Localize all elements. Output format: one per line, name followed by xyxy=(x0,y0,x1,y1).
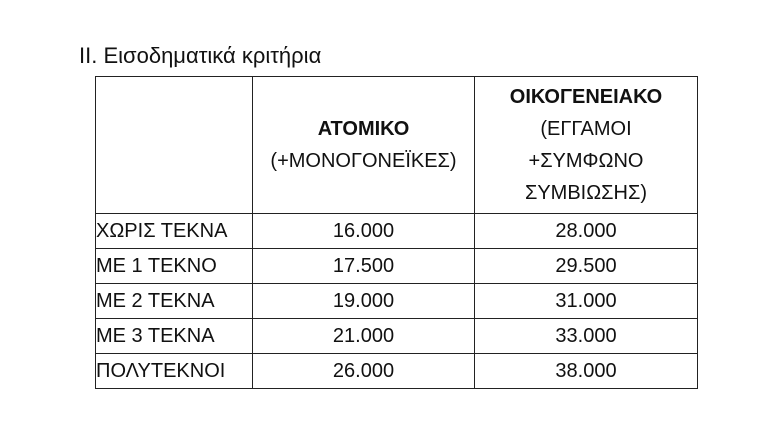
header-family-line-2: +ΣΥΜΦΩΝΟ xyxy=(528,150,644,172)
individual-value: 21.000 xyxy=(253,319,475,354)
header-corner-cell xyxy=(96,77,253,214)
table-row xyxy=(96,284,698,319)
family-value: 29.500 xyxy=(475,249,698,284)
row-label: ΜΕ 3 ΤΕΚΝΑ xyxy=(96,319,253,354)
header-family-title: ΟΙΚΟΓΕΝΕΙΑΚΟ xyxy=(509,86,663,108)
section-heading: ΙΙ. Εισοδηματικά κριτήρια xyxy=(79,43,322,68)
income-criteria-table xyxy=(95,76,698,389)
row-label: ΠΟΛΥΤΕΚΝΟΙ xyxy=(96,354,253,389)
individual-value: 26.000 xyxy=(253,354,475,389)
family-value: 31.000 xyxy=(475,284,698,319)
table-row xyxy=(96,214,698,249)
header-individual-subtitle: (+ΜΟΝΟΓΟΝΕΪΚΕΣ) xyxy=(270,150,457,172)
individual-value: 16.000 xyxy=(253,214,475,249)
row-label: ΧΩΡΙΣ ΤΕΚΝΑ xyxy=(96,214,253,249)
table-row xyxy=(96,249,698,284)
header-family xyxy=(475,77,698,214)
header-individual xyxy=(253,77,475,214)
family-value: 33.000 xyxy=(475,319,698,354)
row-label: ΜΕ 2 ΤΕΚΝΑ xyxy=(96,284,253,319)
table-row xyxy=(96,319,698,354)
row-label: ΜΕ 1 ΤΕΚΝΟ xyxy=(96,249,253,284)
table-header-row xyxy=(96,77,698,214)
header-family-line-3: ΣΥΜΒΙΩΣΗΣ) xyxy=(524,182,648,204)
family-value: 28.000 xyxy=(475,214,698,249)
header-family-line-1: (ΕΓΓΑΜΟΙ xyxy=(540,118,632,140)
header-individual-title: ΑΤΟΜΙΚΟ xyxy=(317,118,410,140)
table-row xyxy=(96,354,698,389)
individual-value: 17.500 xyxy=(253,249,475,284)
family-value: 38.000 xyxy=(475,354,698,389)
individual-value: 19.000 xyxy=(253,284,475,319)
